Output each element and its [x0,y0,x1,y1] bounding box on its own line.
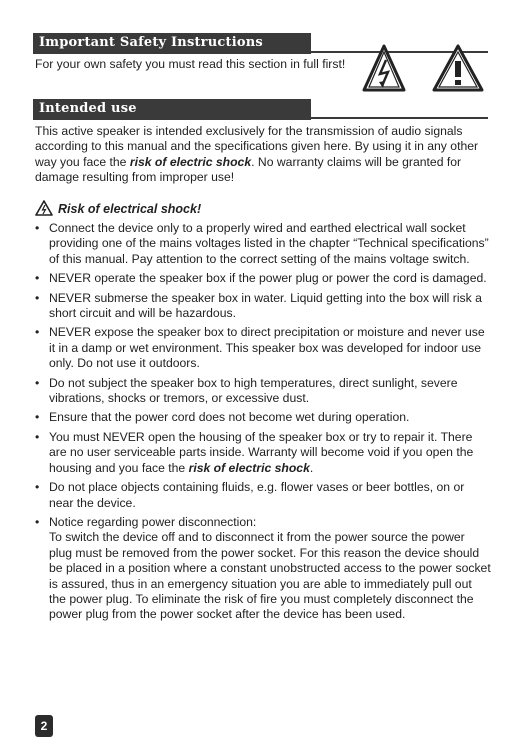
list-item: • Do not place objects containing fluids, e.g. flower vases or beer bottles, on or near the device. [35,480,465,510]
safety-heading-band [33,33,311,54]
risk-emphasis: risk of electric shock [129,154,252,169]
list-item: • Ensure that the power cord does not become wet during operation. [35,410,410,425]
intended-use-text-part-1: This active speaker is intended exclusively for the transmission of audio signals according to this manual and the specifications given here. By using it in any other way you face the [35,124,479,169]
intended-use-heading-band [33,99,311,120]
intended-use-text-part-2: . No warranty claims will be granted for damage resulting from improper use! [35,154,462,185]
warning-triangle-icon [35,200,53,216]
list-item: • NEVER expose the speaker box to direct precipitation or moisture and never use it in a damp or wet environment. This speaker box was developed for indoor use only. Do not use it outdoors. [35,325,485,371]
list-item: • NEVER submerse the speaker box in water. Liquid getting into the box will risk a short circuit and will be hazardous. [35,290,482,321]
list-item: • You must NEVER open the housing of the speaker box or try to repair it. There are no user serviceable parts inside. Warranty will become void if you open the housing and you face the risk of electric shock. [35,429,474,475]
intended-use-text [35,124,490,186]
page-number: 2 [35,715,53,737]
list-item: • Do not subject the speaker box to high temperatures, direct sunlight, severe vibrations, shocks or tremors, or excessive dust. [35,375,458,406]
risk-heading [35,200,201,216]
disconnect-detail: To switch the device off and to disconnect it from the power source the power plug must be removed from the power socket. For this reason the device should be placed in a position where a constant unobstructed access to the power socket is assured, thus in an emergency situation you are able to immediately pull out the power plug. To eliminate the risk of fire you must completely disconnect the power plug from the power socket after the device has been used. [49,530,491,622]
intended-use-heading: Intended use [39,101,137,116]
list-item: • NEVER operate the speaker box if the power plug or power the cord is damaged. [35,271,487,286]
risk-heading-text: Risk of electrical shock! [58,202,202,216]
warning-icons [362,44,490,92]
risk-emphasis: risk of electric shock [188,460,310,475]
list-item: • Connect the device only to a properly wired and earthed electrical wall socket providing one of the mains voltages listed in the chapter “Technical specifications” of this manual. Pay attention to the correct setting of the mains voltage switch. [35,221,489,266]
general-warning-icon [434,46,482,90]
electric-shock-warning-icon [364,46,404,90]
list-item: • Notice regarding power disconnection: To switch the device off and to disconnect it from the power source the power plug must be removed from the power socket. For this reason the device should be placed in a position where a constant unobstructed access to the power socket is assured, thus in an emergency situation you are able to immediately pull out the power plug. To eliminate the risk of fire you must completely disconnect the power plug from the power socket after the device has been used. [35,514,491,622]
safety-heading: Important Safety Instructions [39,35,263,50]
safety-bullet-list [35,221,491,627]
safety-intro-text: For your own safety you must read this section in full first! [35,57,346,71]
